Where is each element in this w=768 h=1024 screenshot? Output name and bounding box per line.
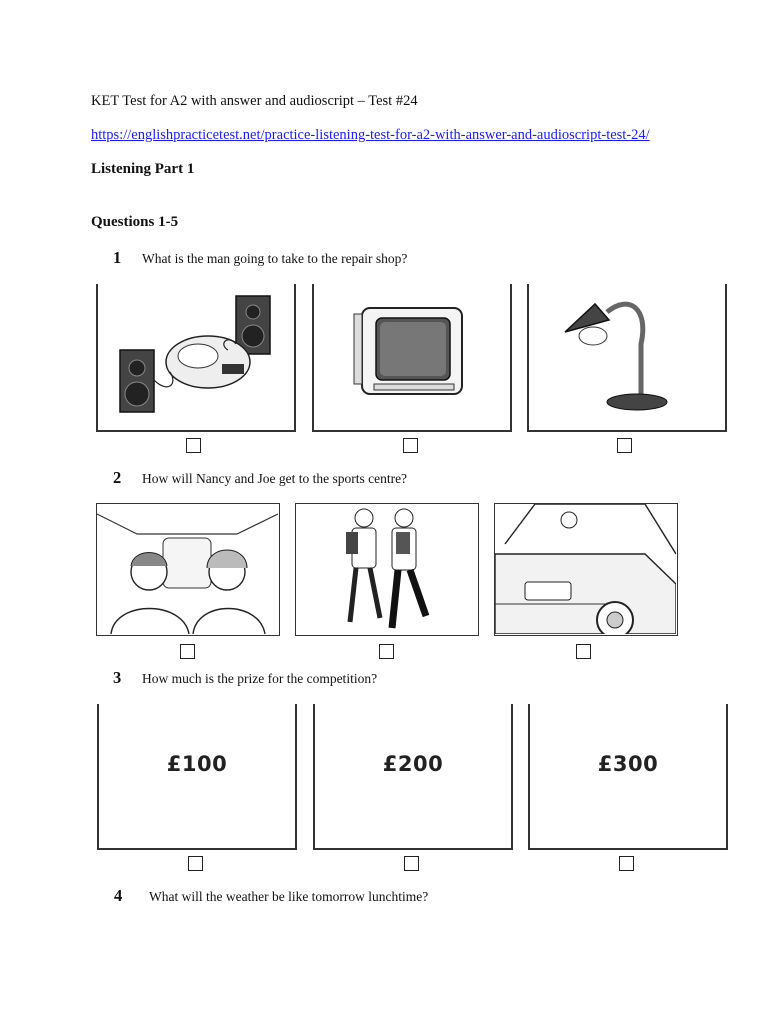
section-title: Listening Part 1	[91, 161, 195, 177]
question-2-text: How will Nancy and Joe get to the sports centre?	[142, 471, 408, 486]
question-4-text: What will the weather be like tomorrow lunchtime?	[149, 889, 429, 904]
question-2-number: 2	[113, 468, 122, 487]
q3-option-b-checkbox[interactable]	[404, 856, 419, 871]
q2-option-a-checkbox[interactable]	[180, 644, 195, 659]
document-title: KET Test for A2 with answer and audioscript – Test #24	[91, 93, 418, 109]
q1-option-c-picture	[527, 284, 727, 432]
q1-option-c-checkbox[interactable]	[617, 438, 632, 453]
q1-option-a-checkbox[interactable]	[186, 438, 201, 453]
question-1-number: 1	[113, 248, 122, 267]
q3-option-a-checkbox[interactable]	[188, 856, 203, 871]
q2-option-c-checkbox[interactable]	[576, 644, 591, 659]
walking-people-icon	[296, 504, 477, 634]
television-icon	[314, 284, 510, 430]
prize-option-b-label: £200	[382, 752, 444, 776]
q2-option-c-picture	[494, 503, 678, 636]
q3-option-a-picture	[97, 704, 297, 850]
prize-option-c-label: £300	[597, 752, 659, 776]
car-icon	[495, 504, 676, 634]
q3-option-c-picture	[528, 704, 728, 850]
q1-option-a-picture	[96, 284, 296, 432]
q1-option-b-picture	[312, 284, 512, 432]
desk-lamp-icon	[529, 284, 725, 430]
q2-option-b-picture	[295, 503, 479, 636]
question-3-number: 3	[113, 668, 122, 687]
question-1-text: What is the man going to take to the repair shop?	[142, 251, 408, 266]
q3-option-c-checkbox[interactable]	[619, 856, 634, 871]
prize-option-a-label: £100	[166, 752, 228, 776]
q2-option-b-checkbox[interactable]	[379, 644, 394, 659]
question-3-text: How much is the prize for the competition?	[142, 671, 378, 686]
question-4-number: 4	[114, 886, 123, 905]
questions-heading: Questions 1-5	[91, 214, 179, 230]
cd-player-speakers-icon	[98, 284, 294, 430]
bus-icon	[97, 504, 278, 634]
source-link[interactable]: https://englishpracticetest.net/practice-listening-test-for-a2-with-answer-and-audioscript-test-24/	[91, 127, 650, 143]
q2-option-a-picture	[96, 503, 280, 636]
q3-option-b-picture	[313, 704, 513, 850]
q1-option-b-checkbox[interactable]	[403, 438, 418, 453]
